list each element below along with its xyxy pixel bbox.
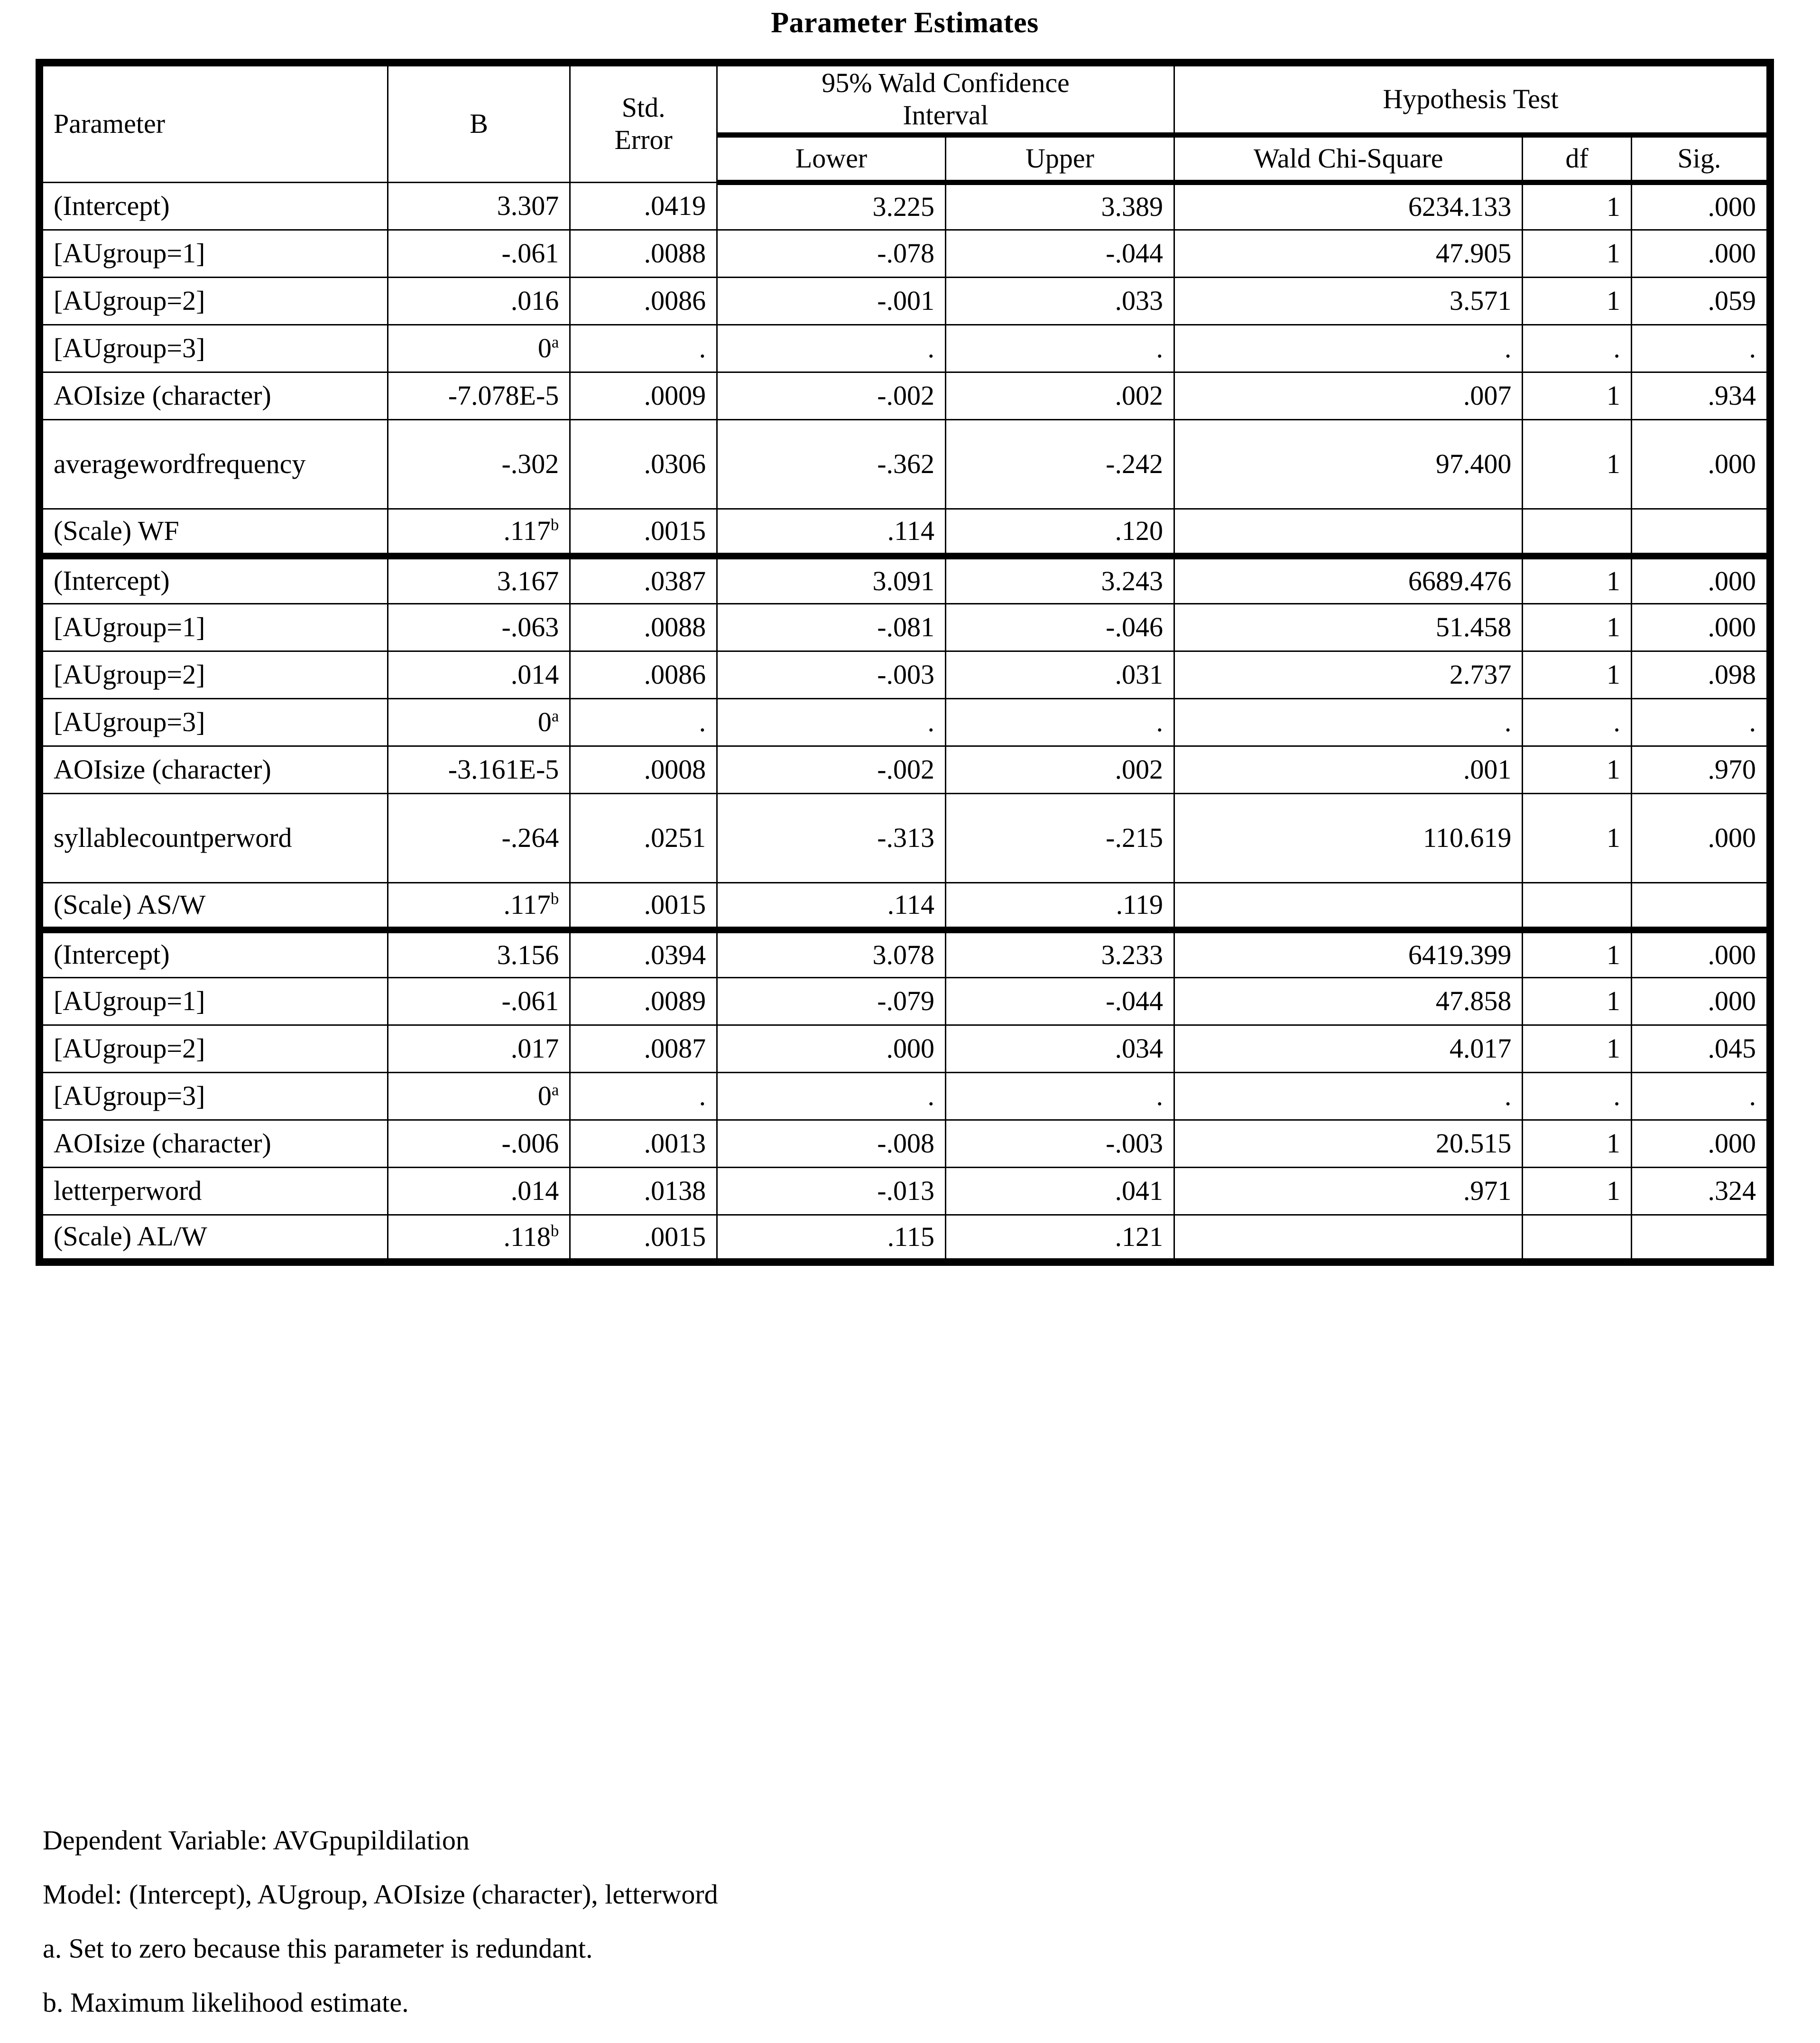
cell-upper: -.003 xyxy=(946,1120,1174,1167)
cell-parameter xyxy=(39,1072,388,1120)
cell-sig: .000 xyxy=(1631,182,1770,230)
cell-b: 0$^a$ xyxy=(388,698,570,746)
cell-sig: .934 xyxy=(1631,372,1770,419)
cell-df: 1 xyxy=(1523,419,1631,509)
cell-sig: .000 xyxy=(1631,230,1770,277)
cell-parameter xyxy=(39,230,388,277)
cell-lower: -.078 xyxy=(717,230,946,277)
header-std-line1: Std. xyxy=(621,92,665,123)
header-std-line2: Error xyxy=(614,124,673,156)
cell-parameter xyxy=(39,1167,388,1215)
parameter-label: syllablecountperword xyxy=(54,822,292,853)
header-ci-line1: 95% Wald Confidence xyxy=(822,67,1070,98)
cell-lower: .000 xyxy=(717,1025,946,1072)
cell-std-error: .0251 xyxy=(570,793,717,882)
cell-wald-chi-square: 20.515 xyxy=(1174,1120,1522,1167)
parameter-label: [AUgroup=2] xyxy=(54,659,205,690)
cell-lower: -.008 xyxy=(717,1120,946,1167)
cell-std-error: .0015 xyxy=(570,1215,717,1262)
parameter-label: (Scale) AL/W xyxy=(54,1221,207,1252)
cell-lower: -.013 xyxy=(717,1167,946,1215)
cell-parameter xyxy=(39,604,388,651)
cell-parameter xyxy=(39,182,388,230)
header-cell-lower: Lower xyxy=(717,135,946,182)
cell-b: .016 xyxy=(388,277,570,325)
cell-upper: . xyxy=(946,325,1174,372)
cell-upper: -.046 xyxy=(946,604,1174,651)
cell-parameter xyxy=(39,325,388,372)
cell-sig: .000 xyxy=(1631,793,1770,882)
header-cell-sig: Sig. xyxy=(1631,135,1770,182)
header-cell-wald-chi-square: Wald Chi-Square xyxy=(1174,135,1522,182)
cell-upper: .031 xyxy=(946,651,1174,698)
cell-sig: . xyxy=(1631,1072,1770,1120)
table-row xyxy=(39,419,1770,509)
cell-wald-chi-square: 2.737 xyxy=(1174,651,1522,698)
cell-df: 1 xyxy=(1523,604,1631,651)
cell-std-error: .0088 xyxy=(570,604,717,651)
cell-sig: .000 xyxy=(1631,1120,1770,1167)
cell-b: .117$^b$ xyxy=(388,882,570,930)
cell-parameter xyxy=(39,746,388,793)
table-row xyxy=(39,509,1770,556)
cell-std-error: .0015 xyxy=(570,882,717,930)
cell-wald-chi-square: . xyxy=(1174,1072,1522,1120)
cell-parameter xyxy=(39,372,388,419)
cell-std-error: .0138 xyxy=(570,1167,717,1215)
cell-upper: .002 xyxy=(946,746,1174,793)
cell-upper: . xyxy=(946,698,1174,746)
cell-b: 0$^a$ xyxy=(388,1072,570,1120)
cell-lower: . xyxy=(717,698,946,746)
cell-std-error: . xyxy=(570,698,717,746)
table-row xyxy=(39,1072,1770,1120)
cell-upper: -.044 xyxy=(946,230,1174,277)
cell-df: 1 xyxy=(1523,651,1631,698)
cell-upper: .119 xyxy=(946,882,1174,930)
cell-wald-chi-square xyxy=(1174,882,1522,930)
cell-parameter xyxy=(39,419,388,509)
cell-std-error: .0009 xyxy=(570,372,717,419)
cell-parameter xyxy=(39,882,388,930)
table-row xyxy=(39,977,1770,1025)
cell-std-error: .0419 xyxy=(570,182,717,230)
parameter-label: [AUgroup=1] xyxy=(54,985,205,1016)
cell-sig: .045 xyxy=(1631,1025,1770,1072)
footnote-marker: a xyxy=(551,1080,559,1099)
header-cell-df: df xyxy=(1523,135,1631,182)
cell-sig: . xyxy=(1631,698,1770,746)
cell-b: .014 xyxy=(388,651,570,698)
cell-std-error: .0086 xyxy=(570,277,717,325)
cell-b: -.063 xyxy=(388,604,570,651)
cell-df: 1 xyxy=(1523,930,1631,977)
cell-std-error: .0089 xyxy=(570,977,717,1025)
cell-b: -.061 xyxy=(388,230,570,277)
cell-b: -.006 xyxy=(388,1120,570,1167)
cell-df: 1 xyxy=(1523,372,1631,419)
parameter-label: [AUgroup=1] xyxy=(54,611,205,642)
cell-parameter xyxy=(39,556,388,604)
table-row xyxy=(39,1120,1770,1167)
table-body xyxy=(39,182,1770,1262)
cell-wald-chi-square xyxy=(1174,1215,1522,1262)
cell-df xyxy=(1523,1215,1631,1262)
cell-parameter xyxy=(39,1215,388,1262)
cell-df: 1 xyxy=(1523,556,1631,604)
header-cell-upper: Upper xyxy=(946,135,1174,182)
cell-df: . xyxy=(1523,698,1631,746)
cell-b: .118$^b$ xyxy=(388,1215,570,1262)
footnote-line: Model: (Intercept), AUgroup, AOIsize (character), letterword xyxy=(43,1879,718,1910)
cell-wald-chi-square: 47.858 xyxy=(1174,977,1522,1025)
cell-sig xyxy=(1631,1215,1770,1262)
cell-sig: . xyxy=(1631,325,1770,372)
cell-wald-chi-square: 47.905 xyxy=(1174,230,1522,277)
cell-upper: -.242 xyxy=(946,419,1174,509)
cell-upper: -.215 xyxy=(946,793,1174,882)
table-row xyxy=(39,793,1770,882)
cell-parameter xyxy=(39,793,388,882)
cell-b: 3.307 xyxy=(388,182,570,230)
footnote-marker: b xyxy=(550,515,559,534)
header-ci-line2: Interval xyxy=(903,100,989,131)
parameter-label: letterperword xyxy=(54,1175,202,1206)
cell-lower: .114 xyxy=(717,882,946,930)
cell-lower: 3.225 xyxy=(717,182,946,230)
parameter-label: [AUgroup=3] xyxy=(54,332,205,363)
footnote-marker: b xyxy=(550,1221,559,1240)
cell-wald-chi-square: 3.571 xyxy=(1174,277,1522,325)
cell-lower: . xyxy=(717,325,946,372)
cell-wald-chi-square: . xyxy=(1174,325,1522,372)
cell-parameter xyxy=(39,1025,388,1072)
cell-lower: -.313 xyxy=(717,793,946,882)
footnote-line: a. Set to zero because this parameter is redundant. xyxy=(43,1933,593,1964)
cell-upper: . xyxy=(946,1072,1174,1120)
cell-b: -7.078E-5 xyxy=(388,372,570,419)
parameter-label: (Scale) AS/W xyxy=(54,889,206,920)
page-title: Parameter Estimates xyxy=(771,7,1039,39)
cell-upper: .033 xyxy=(946,277,1174,325)
table-row xyxy=(39,1167,1770,1215)
cell-wald-chi-square: 110.619 xyxy=(1174,793,1522,882)
parameter-label: [AUgroup=3] xyxy=(54,1080,205,1111)
footnote-marker: a xyxy=(551,333,559,352)
table-row xyxy=(39,372,1770,419)
header-cell-wald-confidence-interval xyxy=(717,63,1174,135)
cell-df: . xyxy=(1523,1072,1631,1120)
cell-wald-chi-square: . xyxy=(1174,698,1522,746)
footnote-line: Dependent Variable: AVGpupildilation xyxy=(43,1825,470,1856)
cell-std-error: .0008 xyxy=(570,746,717,793)
cell-df xyxy=(1523,882,1631,930)
cell-parameter xyxy=(39,509,388,556)
cell-wald-chi-square: 97.400 xyxy=(1174,419,1522,509)
table-row xyxy=(39,930,1770,977)
cell-upper: .120 xyxy=(946,509,1174,556)
table-row xyxy=(39,651,1770,698)
parameter-label: (Intercept) xyxy=(54,190,170,221)
cell-lower: -.001 xyxy=(717,277,946,325)
table-row xyxy=(39,698,1770,746)
cell-std-error: . xyxy=(570,325,717,372)
cell-upper: 3.389 xyxy=(946,182,1174,230)
cell-df: 1 xyxy=(1523,1025,1631,1072)
cell-wald-chi-square: 4.017 xyxy=(1174,1025,1522,1072)
cell-std-error: .0306 xyxy=(570,419,717,509)
cell-upper: 3.243 xyxy=(946,556,1174,604)
table-row xyxy=(39,1215,1770,1262)
header-cell-b: B xyxy=(388,63,570,182)
cell-df: 1 xyxy=(1523,746,1631,793)
cell-df: 1 xyxy=(1523,182,1631,230)
cell-df: 1 xyxy=(1523,793,1631,882)
cell-b: -3.161E-5 xyxy=(388,746,570,793)
parameter-label: AOIsize (character) xyxy=(54,380,271,411)
table-row xyxy=(39,882,1770,930)
header-cell-std-error xyxy=(570,63,717,182)
parameter-label: AOIsize (character) xyxy=(54,1127,271,1159)
cell-b: -.264 xyxy=(388,793,570,882)
cell-sig xyxy=(1631,882,1770,930)
footnote-marker: a xyxy=(551,706,559,725)
cell-b: .014 xyxy=(388,1167,570,1215)
table-row xyxy=(39,556,1770,604)
table-footnotes xyxy=(43,1827,1750,2043)
cell-wald-chi-square: 6234.133 xyxy=(1174,182,1522,230)
cell-lower: .115 xyxy=(717,1215,946,1262)
cell-wald-chi-square: 6689.476 xyxy=(1174,556,1522,604)
cell-upper: 3.233 xyxy=(946,930,1174,977)
footnote-marker: b xyxy=(550,889,559,908)
table-header-group xyxy=(39,63,1770,182)
cell-wald-chi-square: .971 xyxy=(1174,1167,1522,1215)
cell-sig: .970 xyxy=(1631,746,1770,793)
cell-df: 1 xyxy=(1523,1167,1631,1215)
cell-sig: .000 xyxy=(1631,419,1770,509)
parameter-label: AOIsize (character) xyxy=(54,753,271,785)
cell-upper: .121 xyxy=(946,1215,1174,1262)
cell-parameter xyxy=(39,651,388,698)
cell-wald-chi-square: .007 xyxy=(1174,372,1522,419)
cell-std-error: .0394 xyxy=(570,930,717,977)
cell-b: 3.167 xyxy=(388,556,570,604)
cell-b: .017 xyxy=(388,1025,570,1072)
cell-wald-chi-square xyxy=(1174,509,1522,556)
cell-df: 1 xyxy=(1523,277,1631,325)
table-row xyxy=(39,325,1770,372)
cell-lower: 3.078 xyxy=(717,930,946,977)
parameter-label: (Intercept) xyxy=(54,565,170,596)
table-row xyxy=(39,277,1770,325)
cell-lower: -.079 xyxy=(717,977,946,1025)
cell-df: 1 xyxy=(1523,1120,1631,1167)
parameter-label: (Intercept) xyxy=(54,939,170,970)
cell-std-error: .0387 xyxy=(570,556,717,604)
cell-std-error: .0086 xyxy=(570,651,717,698)
parameter-label: (Scale) WF xyxy=(54,515,179,546)
cell-parameter xyxy=(39,930,388,977)
cell-sig: .000 xyxy=(1631,930,1770,977)
cell-df: . xyxy=(1523,325,1631,372)
cell-lower: -.362 xyxy=(717,419,946,509)
cell-std-error: .0013 xyxy=(570,1120,717,1167)
parameter-label: averagewordfrequency xyxy=(54,448,306,479)
cell-sig: .098 xyxy=(1631,651,1770,698)
footnote-line: b. Maximum likelihood estimate. xyxy=(43,1987,409,2018)
cell-sig: .324 xyxy=(1631,1167,1770,1215)
cell-std-error: .0015 xyxy=(570,509,717,556)
cell-upper: .002 xyxy=(946,372,1174,419)
cell-sig: .059 xyxy=(1631,277,1770,325)
cell-upper: .041 xyxy=(946,1167,1174,1215)
cell-upper: -.044 xyxy=(946,977,1174,1025)
cell-b: 0$^a$ xyxy=(388,325,570,372)
table-row xyxy=(39,604,1770,651)
table-row xyxy=(39,182,1770,230)
cell-std-error: .0088 xyxy=(570,230,717,277)
parameter-label: [AUgroup=2] xyxy=(54,1032,205,1064)
cell-sig: .000 xyxy=(1631,604,1770,651)
cell-lower: -.003 xyxy=(717,651,946,698)
cell-b: 3.156 xyxy=(388,930,570,977)
cell-b: -.061 xyxy=(388,977,570,1025)
cell-lower: . xyxy=(717,1072,946,1120)
cell-lower: -.002 xyxy=(717,372,946,419)
header-cell-hypothesis-test: Hypothesis Test xyxy=(1174,63,1770,135)
cell-df xyxy=(1523,509,1631,556)
cell-lower: 3.091 xyxy=(717,556,946,604)
parameter-label: [AUgroup=1] xyxy=(54,237,205,269)
cell-sig: .000 xyxy=(1631,556,1770,604)
cell-df: 1 xyxy=(1523,977,1631,1025)
cell-std-error: .0087 xyxy=(570,1025,717,1072)
table-row xyxy=(39,1025,1770,1072)
header-row-groups xyxy=(39,63,1770,135)
cell-std-error: . xyxy=(570,1072,717,1120)
cell-upper: .034 xyxy=(946,1025,1174,1072)
parameter-estimates-table xyxy=(36,59,1774,1266)
cell-parameter xyxy=(39,977,388,1025)
cell-b: -.302 xyxy=(388,419,570,509)
table-row xyxy=(39,230,1770,277)
cell-wald-chi-square: 51.458 xyxy=(1174,604,1522,651)
cell-parameter xyxy=(39,1120,388,1167)
cell-sig xyxy=(1631,509,1770,556)
header-cell-parameter: Parameter xyxy=(39,63,388,182)
cell-lower: .114 xyxy=(717,509,946,556)
table-row xyxy=(39,746,1770,793)
cell-parameter xyxy=(39,698,388,746)
cell-wald-chi-square: .001 xyxy=(1174,746,1522,793)
cell-df: 1 xyxy=(1523,230,1631,277)
cell-lower: -.081 xyxy=(717,604,946,651)
parameter-label: [AUgroup=2] xyxy=(54,285,205,316)
cell-wald-chi-square: 6419.399 xyxy=(1174,930,1522,977)
cell-parameter xyxy=(39,277,388,325)
cell-b: .117$^b$ xyxy=(388,509,570,556)
cell-lower: -.002 xyxy=(717,746,946,793)
cell-sig: .000 xyxy=(1631,977,1770,1025)
parameter-label: [AUgroup=3] xyxy=(54,706,205,737)
